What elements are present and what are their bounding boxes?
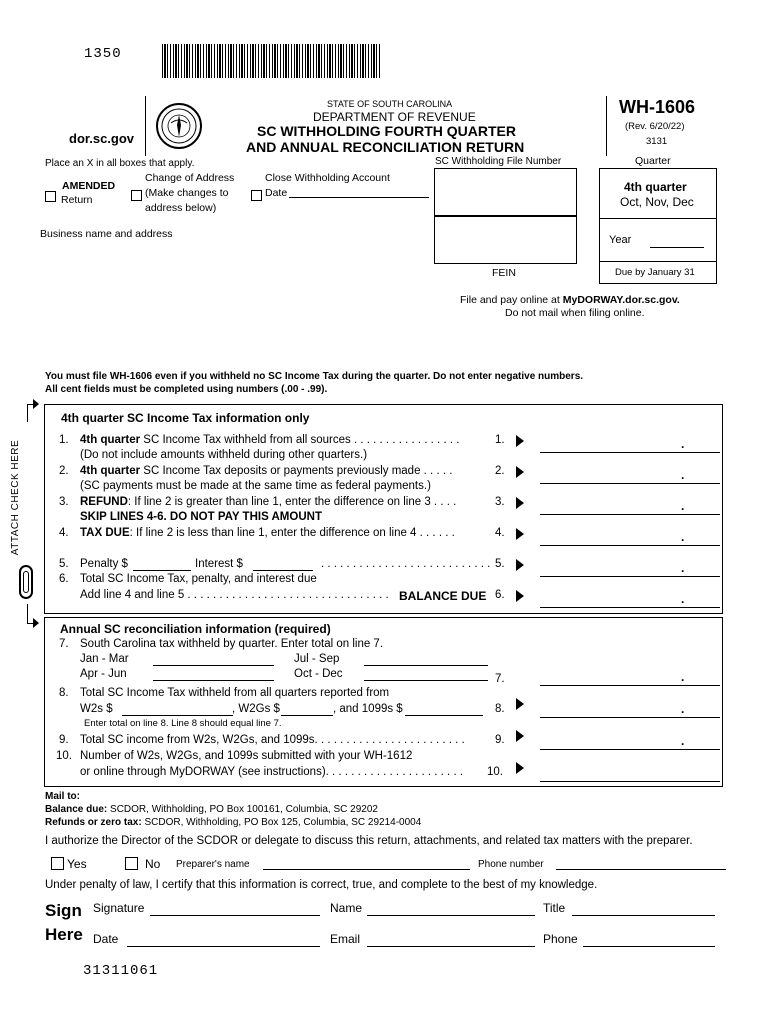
line9-arrow-icon — [516, 730, 524, 742]
name-field[interactable] — [367, 915, 535, 916]
header-divider-left — [145, 96, 146, 156]
mail-heading: Mail to: — [45, 791, 80, 802]
line8-w2gs-label: , W2Gs $ — [232, 703, 280, 715]
line3-text: REFUND: If line 2 is greater than line 1, enter the difference on line 3 . . . . — [80, 496, 457, 508]
authorize-no-checkbox[interactable] — [125, 857, 138, 870]
authorize-yes-label: Yes — [67, 857, 87, 871]
line10-num: 10. — [56, 750, 72, 762]
form-title-line2: AND ANNUAL RECONCILIATION RETURN — [246, 139, 525, 155]
change-address-label-1: Change of Address — [145, 172, 235, 184]
title-label: Title — [543, 901, 566, 915]
line9-field[interactable] — [540, 749, 720, 750]
line8-w2s-field[interactable] — [122, 715, 233, 716]
line6-field[interactable] — [540, 607, 720, 608]
footer-code: 31311061 — [83, 963, 159, 979]
year-label: Year — [609, 234, 632, 246]
state-name: STATE OF SOUTH CAROLINA — [327, 99, 453, 109]
line2-sub: (SC payments must be made at the same time as federal payments.) — [80, 480, 431, 492]
jan-mar-field[interactable] — [153, 665, 274, 666]
state-seal-icon — [156, 103, 202, 149]
change-address-label-2: (Make changes to — [145, 187, 229, 199]
line3-cents-dot: . — [681, 499, 685, 513]
website: dor.sc.gov — [69, 131, 135, 146]
phone-number-label: Phone number — [478, 859, 544, 870]
change-address-checkbox[interactable] — [131, 190, 142, 201]
fein-label: FEIN — [492, 267, 516, 279]
email-field[interactable] — [367, 946, 535, 947]
line5-arrow-icon — [516, 559, 524, 571]
line7-text: South Carolina tax withheld by quarter. Enter total on line 7. — [80, 638, 384, 650]
amended-checkbox[interactable] — [45, 191, 56, 202]
line5-interest-field[interactable] — [253, 570, 313, 571]
year-field[interactable] — [650, 247, 704, 248]
sign-label: Sign — [45, 901, 82, 920]
authorize-no-label: No — [145, 857, 161, 871]
quarter-divider — [599, 218, 717, 219]
line3-field[interactable] — [540, 514, 720, 515]
signature-label: Signature — [93, 901, 145, 915]
attach-bracket-bottom — [27, 604, 28, 624]
date-field[interactable] — [127, 946, 320, 947]
line10-text: Number of W2s, W2Gs, and 1099s submitted with your WH-1612 — [80, 750, 413, 762]
line5-interest-label: Interest $ — [195, 558, 243, 570]
line6-ref: 6. — [495, 589, 505, 601]
line7-cents-dot: . — [681, 670, 685, 684]
line9-num: 9. — [59, 734, 69, 746]
line4-arrow-icon — [516, 528, 524, 540]
preparer-name-field[interactable] — [263, 869, 470, 870]
line8-num: 8. — [59, 687, 69, 699]
line2-arrow-icon — [516, 466, 524, 478]
form-code: 3131 — [646, 136, 668, 147]
jul-sep-field[interactable] — [364, 665, 488, 666]
line5-penalty-label: Penalty $ — [80, 558, 128, 570]
due-date: Due by January 31 — [615, 267, 695, 278]
line9-cents-dot: . — [681, 734, 685, 748]
line2-ref: 2. — [495, 465, 505, 477]
line8-sub: Enter total on line 8. Line 8 should equal line 7. — [84, 718, 282, 729]
authorize-text: I authorize the Director of the SCDOR or delegate to discuss this return, attachments, and related tax matters with the preparer. — [45, 835, 693, 847]
business-label: Business name and address — [40, 228, 173, 240]
line6-arrow-icon — [516, 590, 524, 602]
barcode — [162, 44, 382, 78]
top-form-code: 1350 — [84, 46, 122, 62]
line4-ref: 4. — [495, 527, 505, 539]
attach-arrow-top-head — [33, 399, 39, 409]
line10-ref: 10. — [487, 766, 503, 778]
jan-mar-label: Jan - Mar — [80, 653, 129, 665]
line4-text: TAX DUE: If line 2 is less than line 1, enter the difference on line 4 . . . . . . — [80, 527, 455, 539]
amended-label: AMENDED — [62, 180, 116, 192]
penalty-statement: Under penalty of law, I certify that this information is correct, true, and complete to the best of my knowledge. — [45, 879, 598, 891]
line9-text: Total SC income from W2s, W2Gs, and 1099s. . . . . . . . . . . . . . . . . . . . . . . . — [80, 734, 465, 746]
line7-field[interactable] — [540, 685, 720, 686]
close-date-label: Date — [265, 187, 288, 199]
line7-ref: 7. — [495, 673, 505, 685]
line8-ref: 8. — [495, 703, 505, 715]
line8-1099s-field[interactable] — [405, 715, 483, 716]
line5-penalty-field[interactable] — [133, 570, 191, 571]
line1-text: 4th quarter SC Income Tax withheld from all sources . . . . . . . . . . . . . . . . . — [80, 434, 460, 446]
close-date-field[interactable] — [289, 197, 429, 198]
line8-w2gs-field[interactable] — [281, 715, 333, 716]
line6-text: Total SC Income Tax, penalty, and interest due — [80, 573, 317, 585]
oct-dec-field[interactable] — [364, 680, 488, 681]
line7-num: 7. — [59, 638, 69, 650]
department-name: DEPARTMENT OF REVENUE — [313, 110, 476, 124]
balance-due-label: BALANCE DUE — [399, 589, 487, 603]
phone-field[interactable] — [583, 946, 715, 947]
line10-arrow-icon — [516, 762, 524, 774]
line1-num: 1. — [59, 434, 69, 446]
line2-num: 2. — [59, 465, 69, 477]
line5-dots: . . . . . . . . . . . . . . . . . . . . . . . . . . . — [321, 558, 491, 570]
preparer-phone-field[interactable] — [556, 869, 726, 870]
attach-arrow-bottom-head — [33, 618, 39, 628]
signature-field[interactable] — [150, 915, 320, 916]
line6-num: 6. — [59, 573, 69, 585]
close-account-label: Close Withholding Account — [265, 172, 390, 184]
section1-heading: 4th quarter SC Income Tax information only — [61, 411, 310, 425]
line8-w2s-label: W2s $ — [80, 703, 113, 715]
line1-sub: (Do not include amounts withheld during other quarters.) — [80, 449, 368, 461]
file-online-line1: File and pay online at MyDORWAY.dor.sc.gov. — [460, 294, 680, 306]
mydorway-link[interactable]: MyDORWAY.dor.sc.gov. — [562, 294, 680, 306]
line8-arrow-icon — [516, 698, 524, 710]
line6-cents-dot: . — [681, 592, 685, 606]
line5-field[interactable] — [540, 576, 720, 577]
close-account-checkbox[interactable] — [251, 190, 262, 201]
line2-text: 4th quarter SC Income Tax deposits or payments previously made . . . . . — [80, 465, 453, 477]
form-number: WH-1606 — [619, 97, 696, 117]
line4-num: 4. — [59, 527, 69, 539]
form-title-line1: SC WITHHOLDING FOURTH QUARTER — [257, 123, 516, 139]
line8-cents-dot: . — [681, 702, 685, 716]
line3-num: 3. — [59, 496, 69, 508]
place-x-instruction: Place an X in all boxes that apply. — [45, 158, 195, 169]
line3-arrow-icon — [516, 497, 524, 509]
name-label: Name — [330, 901, 363, 915]
apr-jun-label: Apr - Jun — [80, 668, 127, 680]
line5-cents-dot: . — [681, 561, 685, 575]
attach-bracket-top — [27, 404, 28, 422]
line2-field[interactable] — [540, 483, 720, 484]
line10-sub: or online through MyDORWAY (see instructions). . . . . . . . . . . . . . . . . . . . . . — [80, 766, 464, 778]
line3-sub: SKIP LINES 4-6. DO NOT PAY THIS AMOUNT — [80, 511, 322, 523]
line1-arrow-icon — [516, 435, 524, 447]
change-address-label-3: address below) — [145, 202, 217, 214]
line2-cents-dot: . — [681, 468, 685, 482]
line1-field[interactable] — [540, 452, 720, 453]
email-label: Email — [330, 932, 361, 946]
quarter-label: Quarter — [635, 155, 671, 167]
quarter-value: 4th quarter — [624, 180, 687, 194]
line5-ref: 5. — [495, 558, 505, 570]
line1-cents-dot: . — [681, 437, 685, 451]
header-divider-right — [606, 96, 607, 156]
preparer-label: Preparer's name — [176, 859, 250, 870]
year-divider — [599, 261, 717, 262]
date-label: Date — [93, 932, 119, 946]
title-field[interactable] — [572, 915, 715, 916]
mail-refunds: Refunds or zero tax: SCDOR, Withholding, PO Box 125, Columbia, SC 29214-0004 — [45, 817, 422, 828]
return-label: Return — [61, 194, 93, 206]
form-revision: (Rev. 6/20/22) — [625, 121, 685, 132]
line9-ref: 9. — [495, 734, 505, 746]
mail-balance-due: Balance due: SCDOR, Withholding, PO Box 100161, Columbia, SC 29202 — [45, 804, 378, 815]
line8-1099s-label: , and 1099s $ — [333, 703, 403, 715]
paperclip-icon — [19, 565, 33, 599]
section2-heading: Annual SC reconciliation information (required) — [60, 622, 331, 636]
line4-cents-dot: . — [681, 530, 685, 544]
line8-field[interactable] — [540, 717, 720, 718]
oct-dec-label: Oct - Dec — [294, 668, 343, 680]
line5-num: 5. — [59, 558, 69, 570]
file-number-label: SC Withholding File Number — [435, 156, 562, 167]
jul-sep-label: Jul - Sep — [294, 653, 340, 665]
phone-label: Phone — [543, 932, 578, 946]
line6-sub: Add line 4 and line 5 . . . . . . . . . . . . . . . . . . . . . . . . . . . . . . . . — [80, 589, 389, 601]
file-online-line2: Do not mail when filing online. — [505, 307, 645, 319]
line8-text: Total SC Income Tax withheld from all quarters reported from — [80, 687, 390, 699]
fein-field[interactable] — [434, 216, 577, 264]
line1-ref: 1. — [495, 434, 505, 446]
apr-jun-field[interactable] — [153, 680, 274, 681]
file-number-field[interactable] — [434, 168, 577, 216]
line10-field[interactable] — [540, 781, 720, 782]
line3-ref: 3. — [495, 496, 505, 508]
instruction-line1: You must file WH-1606 even if you withheld no SC Income Tax during the quarter. Do not enter negative numbers. — [45, 371, 584, 382]
quarter-months: Oct, Nov, Dec — [620, 195, 694, 209]
here-label: Here — [45, 925, 83, 944]
authorize-yes-checkbox[interactable] — [51, 857, 64, 870]
line4-field[interactable] — [540, 545, 720, 546]
attach-check-label: ATTACH CHECK HERE — [10, 439, 22, 556]
instruction-line2: All cent fields must be completed using numbers (.00 - .99). — [45, 384, 328, 395]
